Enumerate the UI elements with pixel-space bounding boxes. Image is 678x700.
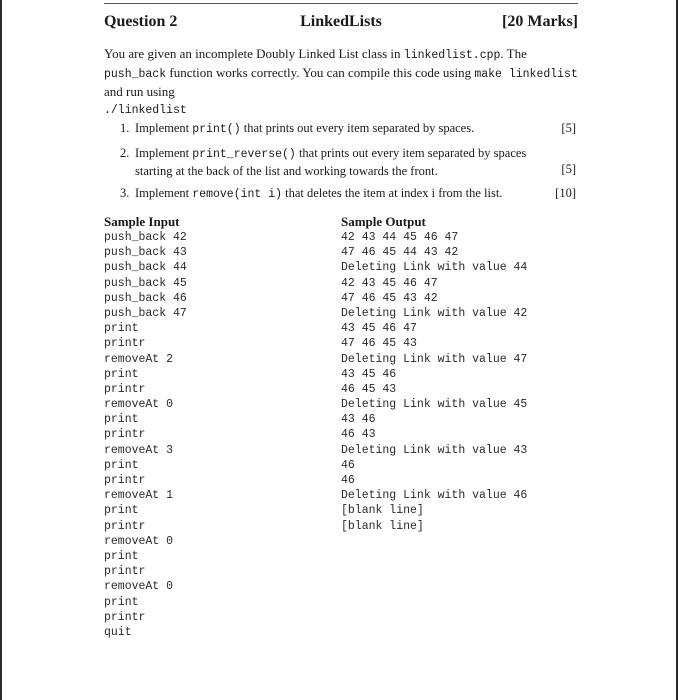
code-line: print bbox=[104, 458, 139, 472]
code-line: Deleting Link with value 47 bbox=[341, 352, 528, 366]
code-line: 47 46 45 43 bbox=[341, 337, 417, 351]
code-line: 46 bbox=[341, 474, 355, 487]
code-line: printr bbox=[104, 610, 146, 624]
code-line: Deleting Link with value 43 bbox=[341, 443, 528, 457]
code-line: print bbox=[104, 413, 139, 427]
task-number: 1. bbox=[120, 121, 130, 135]
sample-output-block bbox=[341, 230, 527, 534]
top-rule bbox=[104, 3, 578, 4]
code-line: push_back 44 bbox=[104, 261, 187, 275]
task-points: [5] bbox=[561, 162, 576, 176]
question-header bbox=[104, 13, 578, 37]
code-line: print bbox=[104, 367, 139, 381]
task-text: Implement remove(int i) that deletes the item at index i from the list. bbox=[135, 186, 503, 201]
code-line: push_back 46 bbox=[104, 291, 187, 305]
code-line: Deleting Link with value 42 bbox=[341, 306, 528, 320]
task-item bbox=[120, 145, 576, 179]
code-line: 46 bbox=[341, 458, 355, 472]
code-line: push_back 42 bbox=[104, 231, 187, 244]
sample-input-title: Sample Input bbox=[104, 214, 180, 229]
code-line: 47 46 45 44 43 42 bbox=[341, 246, 459, 260]
code-line: 43 45 46 bbox=[341, 367, 397, 381]
code-line: removeAt 0 bbox=[104, 580, 174, 594]
code-line: print bbox=[104, 549, 139, 563]
code-line: removeAt 0 bbox=[104, 398, 174, 412]
run-command-code: ./linkedlist bbox=[104, 104, 187, 117]
task-code: print_reverse() bbox=[192, 148, 296, 161]
intro-paragraph: You are given an incomplete Doubly Linked List class in linkedlist.cpp. The push_back function works correctly. You can compile this code using make linkedlist and run using ./linkedlist bbox=[104, 46, 578, 117]
code-line: 46 45 43 bbox=[341, 382, 397, 396]
push-back-code: push_back bbox=[104, 68, 167, 81]
task-text: Implement print_reverse() that prints out every item separated by spaces starting at the back of the list and working towards the front. bbox=[135, 146, 527, 178]
sample-output-title: Sample Output bbox=[341, 214, 426, 229]
code-line: 42 43 44 45 46 47 bbox=[341, 231, 459, 244]
code-line: quit bbox=[104, 625, 132, 639]
code-line: 43 46 bbox=[341, 413, 376, 427]
code-line: 43 45 46 47 bbox=[341, 322, 417, 336]
page-edge-left bbox=[0, 0, 2, 700]
task-points: [5] bbox=[561, 121, 576, 135]
code-line: 46 43 bbox=[341, 428, 376, 442]
task-points: [10] bbox=[555, 186, 576, 200]
code-line: printr bbox=[104, 337, 146, 351]
sample-input-block bbox=[104, 230, 187, 640]
code-line: Deleting Link with value 45 bbox=[341, 398, 528, 412]
code-line: removeAt 0 bbox=[104, 534, 174, 548]
code-line: printr bbox=[104, 565, 146, 579]
code-line: removeAt 3 bbox=[104, 443, 174, 457]
task-code: print() bbox=[192, 123, 241, 136]
code-line: print bbox=[104, 595, 139, 609]
task-item bbox=[120, 120, 576, 138]
task-code: remove(int i) bbox=[192, 188, 282, 201]
code-line: push_back 47 bbox=[104, 306, 187, 320]
code-line: Deleting Link with value 46 bbox=[341, 489, 528, 503]
code-line: printr bbox=[104, 474, 146, 487]
question-marks: [20 Marks] bbox=[502, 13, 578, 30]
filename-code: linkedlist.cpp bbox=[403, 49, 501, 62]
code-line: push_back 43 bbox=[104, 246, 187, 260]
code-line: [blank line] bbox=[341, 504, 424, 518]
code-line: printr bbox=[104, 519, 146, 533]
task-item bbox=[120, 185, 576, 203]
code-line: print bbox=[104, 322, 139, 336]
code-line: printr bbox=[104, 382, 146, 396]
task-number: 2. bbox=[120, 146, 130, 160]
question-topic: LinkedLists bbox=[300, 13, 382, 30]
code-line: print bbox=[104, 504, 139, 518]
code-line: Deleting Link with value 44 bbox=[341, 261, 528, 275]
question-number: Question 2 bbox=[104, 13, 178, 30]
make-command-code: make linkedlist bbox=[474, 68, 578, 81]
code-line: 47 46 45 43 42 bbox=[341, 291, 438, 305]
code-line: 42 43 45 46 47 bbox=[341, 276, 438, 290]
code-line: removeAt 2 bbox=[104, 352, 174, 366]
task-number: 3. bbox=[120, 186, 130, 200]
task-text: Implement print() that prints out every item separated by spaces. bbox=[135, 121, 475, 136]
code-line: push_back 45 bbox=[104, 276, 187, 290]
code-line: printr bbox=[104, 428, 146, 442]
code-line: [blank line] bbox=[341, 519, 424, 533]
code-line: removeAt 1 bbox=[104, 489, 174, 503]
